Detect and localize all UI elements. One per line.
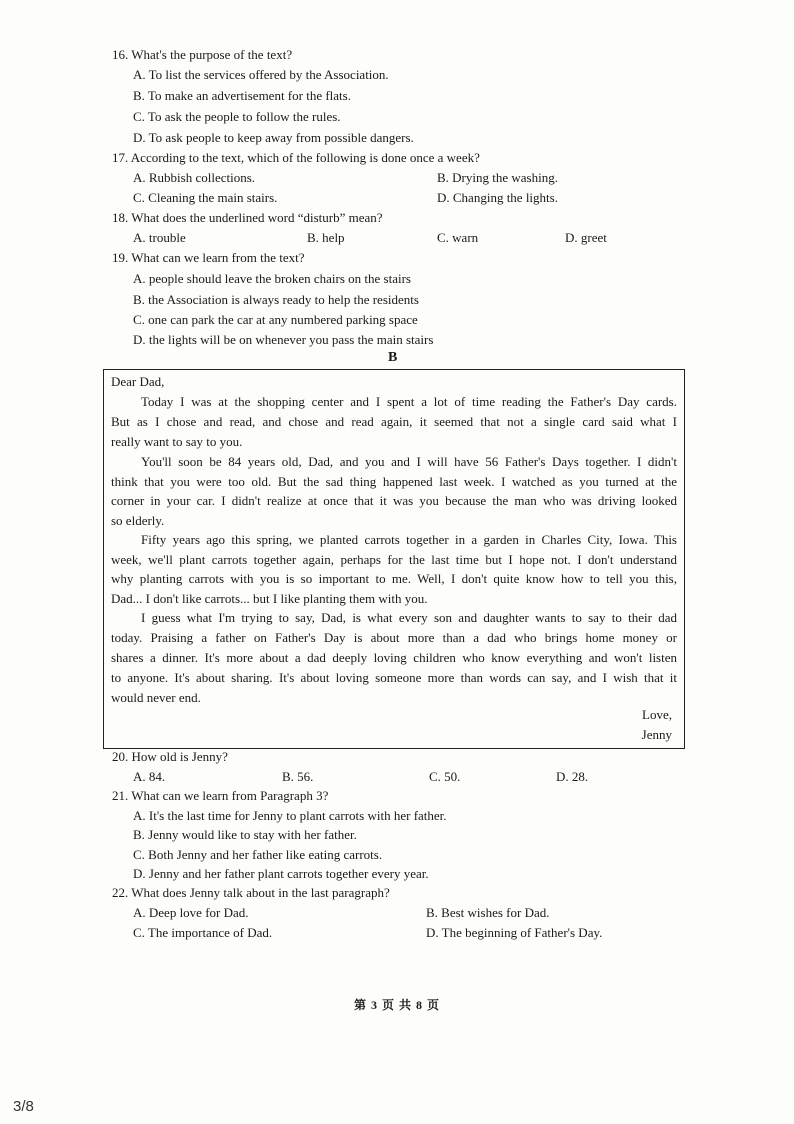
question-17-option-d: D. Changing the lights.	[437, 190, 558, 205]
question-19-option-d: D. the lights will be on whenever you pass the main stairs	[133, 332, 434, 347]
question-17-option-c: C. Cleaning the main stairs.	[133, 190, 278, 205]
letter-line: Today I was at the shopping center and I spent a lot of time reading the Father's Day cards.	[141, 394, 677, 409]
letter-line: why planting carrots with you is so important to me. Well, I don't quite know how to tell you this,	[111, 571, 677, 586]
letter-signature: Jenny	[641, 727, 672, 742]
question-21-option-d: D. Jenny and her father plant carrots together every year.	[133, 866, 429, 881]
question-18-option-b: B. help	[307, 230, 345, 245]
question-16-option-a: A. To list the services offered by the Association.	[133, 67, 389, 82]
letter-line: would never end.	[111, 690, 201, 705]
question-18-option-d: D. greet	[565, 230, 607, 245]
question-19-option-a: A. people should leave the broken chairs on the stairs	[133, 271, 411, 286]
question-18-option-c: C. warn	[437, 230, 479, 245]
question-16-option-d: D. To ask people to keep away from possible dangers.	[133, 130, 414, 145]
question-22-option-c: C. The importance of Dad.	[133, 925, 273, 940]
question-17-option-a: A. Rubbish collections.	[133, 170, 256, 185]
letter-line: Dad... I don't like carrots... but I like planting them with you.	[111, 591, 428, 606]
question-20-option-d: D. 28.	[556, 769, 589, 784]
question-20-option-b: B. 56.	[282, 769, 314, 784]
question-20-option-a: A. 84.	[133, 769, 166, 784]
question-21-option-c: C. Both Jenny and her father like eating carrots.	[133, 847, 383, 862]
page-footer: 第 3 页 共 8 页	[353, 998, 440, 1012]
question-20-stem: 20. How old is Jenny?	[112, 749, 228, 764]
letter-line: shares a dinner. It's more about a dad deeply loving children who know everything and won't listen	[111, 650, 677, 665]
question-16-stem: 16. What's the purpose of the text?	[112, 47, 293, 62]
page-indicator: 3/8	[13, 1098, 34, 1115]
question-21-option-a: A. It's the last time for Jenny to plant carrots with her father.	[133, 808, 447, 823]
letter-line: to anyone. It's about sharing. It's about loving someone more than words can say, and I wish that it	[111, 670, 677, 685]
letter-line: corner in your car. I didn't realize at once that it was you because the man who was driving looked	[111, 493, 677, 508]
section-b-heading: B	[388, 350, 398, 365]
question-21-option-b: B. Jenny would like to stay with her father.	[133, 827, 357, 842]
letter-line: week, we'll plant carrots together again, perhaps for the last time but I hope not. I don't understand	[111, 552, 677, 567]
letter-line: so elderly.	[111, 513, 165, 528]
question-19-option-b: B. the Association is always ready to help the residents	[133, 292, 419, 307]
question-22-option-d: D. The beginning of Father's Day.	[426, 925, 603, 940]
letter-closing: Love,	[642, 707, 672, 722]
letter-line: But as I chose and read, and chose and read again, it seemed that not a single card said what I	[111, 414, 677, 429]
question-18-option-a: A. trouble	[133, 230, 186, 245]
question-19-stem: 19. What can we learn from the text?	[112, 250, 305, 265]
letter-greeting: Dear Dad,	[111, 374, 165, 389]
letter-line: I guess what I'm trying to say, Dad, is what every son and daughter wants to say to their dad	[141, 610, 677, 625]
question-17-stem: 17. According to the text, which of the following is done once a week?	[112, 150, 480, 165]
letter-line: today. Praising a father on Father's Day is about more than a dad who brings home money or	[111, 630, 677, 645]
letter-line: think that you were too old. But the sad thing happened last week. I watched as you turned at the	[111, 474, 677, 489]
question-17-option-b: B. Drying the washing.	[437, 170, 558, 185]
question-22-option-b: B. Best wishes for Dad.	[426, 905, 550, 920]
question-19-option-c: C. one can park the car at any numbered parking space	[133, 312, 418, 327]
question-20-option-c: C. 50.	[429, 769, 461, 784]
question-16-option-b: B. To make an advertisement for the flats.	[133, 88, 351, 103]
question-18-stem: 18. What does the underlined word “disturb” mean?	[112, 210, 383, 225]
question-21-stem: 21. What can we learn from Paragraph 3?	[112, 788, 329, 803]
letter-line: really want to say to you.	[111, 434, 243, 449]
letter-line: Fifty years ago this spring, we planted carrots together in a garden in Charles City, Iowa. This	[141, 532, 677, 547]
question-22-option-a: A. Deep love for Dad.	[133, 905, 249, 920]
letter-line: You'll soon be 84 years old, Dad, and you and I will have 56 Father's Days together. I didn't	[141, 454, 677, 469]
question-22-stem: 22. What does Jenny talk about in the last paragraph?	[112, 885, 390, 900]
question-16-option-c: C. To ask the people to follow the rules.	[133, 109, 341, 124]
